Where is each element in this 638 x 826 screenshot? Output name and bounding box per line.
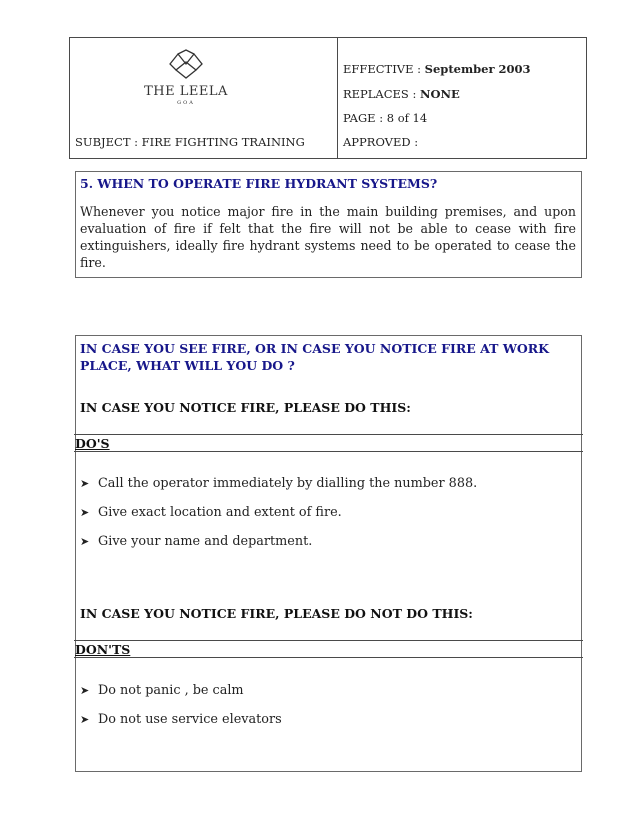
dos-band (74, 434, 583, 452)
arrowhead-bullet-icon: ➤ (80, 506, 90, 519)
replaces-label: REPLACES : (343, 87, 417, 101)
section-5-title: 5. WHEN TO OPERATE FIRE HYDRANT SYSTEMS? (80, 176, 438, 191)
arrowhead-bullet-icon: ➤ (80, 713, 90, 726)
logo-subtext: GOA (177, 100, 195, 106)
logo-text: THE LEELA (144, 84, 228, 99)
do-heading: IN CASE YOU NOTICE FIRE, PLEASE DO THIS: (80, 400, 411, 415)
list-item: ➤ Give your name and department. (80, 534, 313, 549)
list-item: ➤ Give exact location and extent of fire. (80, 505, 342, 520)
subject-line: SUBJECT : FIRE FIGHTING TRAINING (75, 135, 305, 149)
arrowhead-bullet-icon: ➤ (80, 477, 90, 490)
header-divider (337, 37, 338, 159)
section-5-body: Whenever you notice major fire in the main building premises, and upon evaluation of fire if felt that the fire will not be able to cease with fire extinguishers, ideally fire hydrant systems need to be operated to cease the fire. (80, 204, 576, 270)
page-number: PAGE : 8 of 14 (343, 111, 428, 125)
arrowhead-bullet-icon: ➤ (80, 684, 90, 697)
donts-band (74, 640, 583, 658)
effective-value: September 2003 (424, 62, 531, 76)
list-item: ➤ Do not panic , be calm (80, 683, 244, 698)
donts-label: DON'TS (75, 642, 131, 657)
effective-line (343, 62, 531, 76)
dont-heading: IN CASE YOU NOTICE FIRE, PLEASE DO NOT DO THIS: (80, 606, 473, 621)
list-item: ➤ Call the operator immediately by dialling the number 888. (80, 476, 478, 491)
leela-logo-icon (144, 48, 228, 106)
list-item: ➤ Do not use service elevators (80, 712, 282, 727)
replaces-line (343, 87, 460, 101)
effective-label: EFFECTIVE : (343, 62, 421, 76)
approved-label: APPROVED : (343, 135, 419, 149)
arrowhead-bullet-icon: ➤ (80, 535, 90, 548)
dos-label: DO'S (75, 436, 110, 451)
replaces-value: NONE (420, 87, 460, 101)
fire-response-title: IN CASE YOU SEE FIRE, OR IN CASE YOU NOTICE FIRE AT WORK PLACE, WHAT WILL YOU DO ? (80, 341, 550, 373)
